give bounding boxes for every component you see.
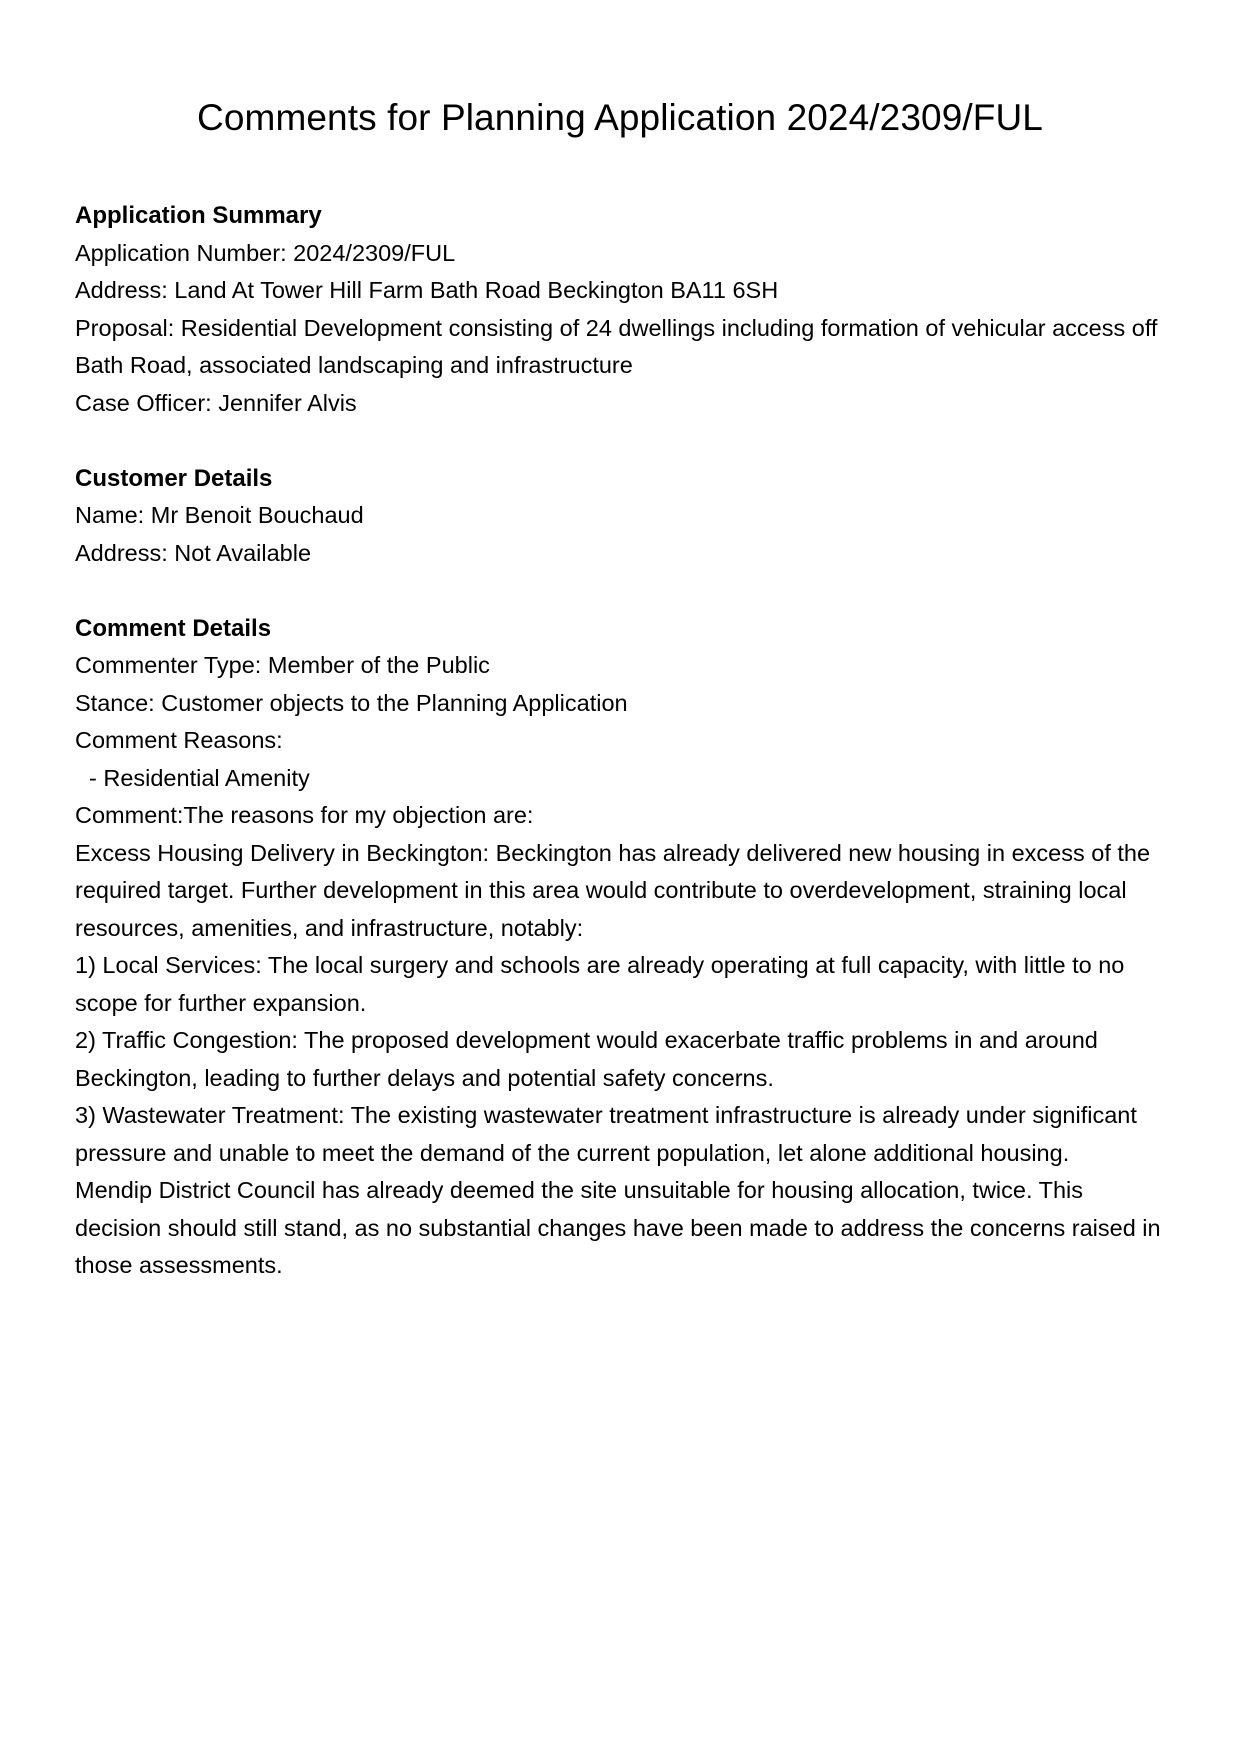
stance: Stance: Customer objects to the Planning Application [75, 689, 628, 716]
application-address: Address: Land At Tower Hill Farm Bath Road Beckington BA11 6SH [75, 277, 779, 303]
comment-point-wastewater-treatment: 3) Wastewater Treatment: The existing wastewater treatment infrastructure is already under significant pressure and unable to meet the demand of the current population, let alone additional housing. [75, 1102, 1137, 1166]
application-summary-heading: Application Summary [75, 202, 322, 229]
customer-details-section [75, 460, 1165, 573]
application-number: Application Number: 2024/2309/FUL [75, 239, 456, 266]
comment-point-local-services: 1) Local Services: The local surgery and schools are already operating at full capacity, with little to no scope for further expansion. [75, 952, 1125, 1016]
comment-point-traffic-congestion: 2) Traffic Congestion: The proposed development would exacerbate traffic problems in and around Beckington, leading to further delays and potential safety concerns. [75, 1027, 1098, 1091]
comment-reasons-label: Comment Reasons: [75, 727, 283, 753]
customer-address: Address: Not Available [75, 539, 312, 566]
case-officer: Case Officer: Jennifer Alvis [75, 389, 357, 416]
document-content [75, 197, 1165, 1322]
application-summary-section [75, 197, 1165, 422]
comment-paragraph-mendip: Mendip District Council has already deemed the site unsuitable for housing allocation, twice. This decision should still stand, as no substantial changes have been made to address the concerns raised in those assessments. [75, 1177, 1161, 1278]
commenter-type: Commenter Type: Member of the Public [75, 652, 490, 678]
customer-name: Name: Mr Benoit Bouchaud [75, 502, 364, 528]
page-title: Comments for Planning Application 2024/2309/FUL [197, 97, 1043, 138]
comment-paragraph-excess-housing: Excess Housing Delivery in Beckington: Beckington has already delivered new housing in excess of the required target. Further development in this area would contribute to overdevelopment, straining local resources, amenities, and infrastructure, notably: [75, 839, 1151, 941]
comment-details-section [75, 610, 1165, 1285]
comment-details-heading: Comment Details [75, 614, 272, 642]
comment-reason-item: - Residential Amenity [89, 764, 310, 791]
application-proposal: Proposal: Residential Development consisting of 24 dwellings including formation of vehicular access off Bath Road, associated landscaping and infrastructure [75, 314, 1158, 378]
comment-intro: Comment:The reasons for my objection are: [75, 802, 534, 828]
customer-details-heading: Customer Details [75, 464, 273, 492]
